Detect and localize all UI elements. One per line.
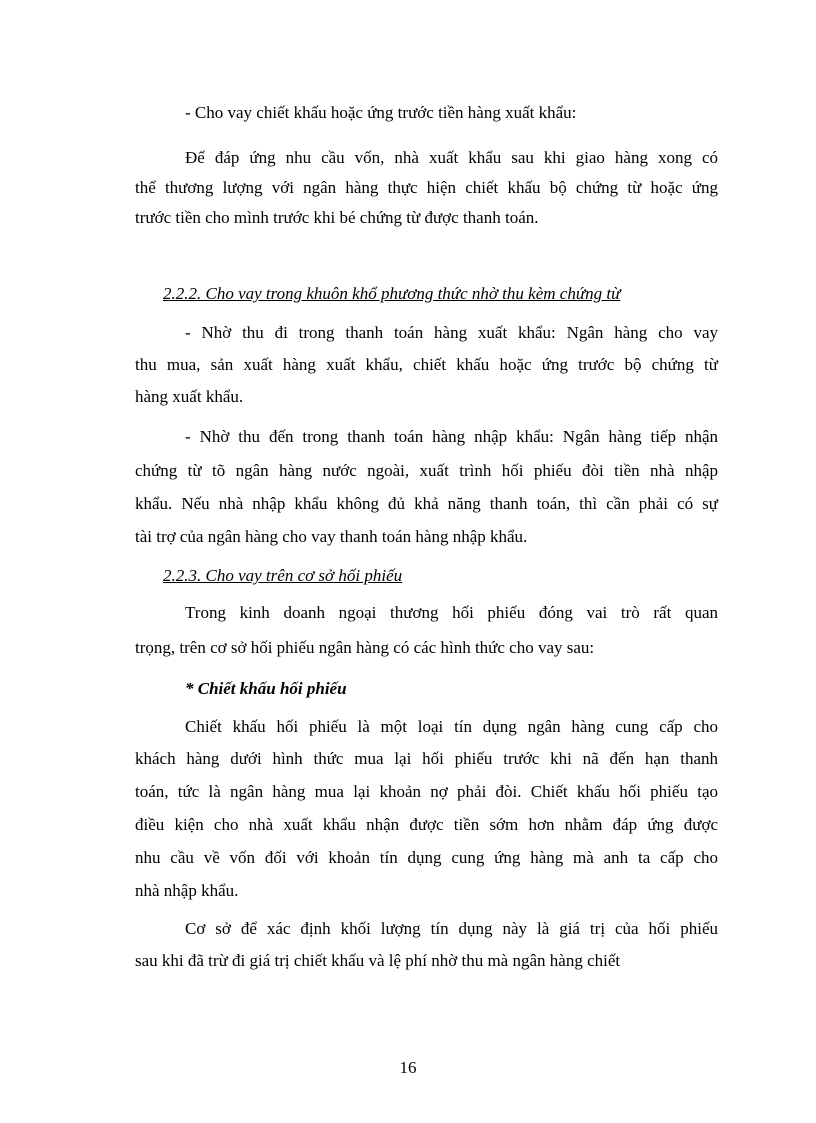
bullet-export-discount: - Cho vay chiết khấu hoặc ứng trước tiền hàng xuất khẩu: [185,103,577,122]
paragraph-line: hàng xuất khẩu. [135,387,244,406]
paragraph-line: nhà nhập khẩu. [135,881,239,900]
paragraph-line: thu mua, sản xuất hàng xuất khẩu, chiết khấu hoặc ứng trước bộ chứng từ [135,355,718,374]
paragraph-line: toán, tức là ngân hàng mua lại khoản nợ phải đòi. Chiết khấu hối phiếu tạo [135,782,718,801]
paragraph-line: - Nhờ thu đến trong thanh toán hàng nhập khẩu: Ngân hàng tiếp nhận [185,427,718,446]
paragraph-line: - Nhờ thu đi trong thanh toán hàng xuất khẩu: Ngân hàng cho vay [185,323,718,342]
paragraph-line: Cơ sở để xác định khối lượng tín dụng này là giá trị của hối phiếu [185,919,718,938]
paragraph-line: điều kiện cho nhà xuất khẩu nhận được tiền sớm hơn nhằm đáp ứng được [135,815,718,834]
paragraph-line: khách hàng dưới hình thức mua lại hối phiếu trước khi nã đến hạn thanh [135,749,718,768]
paragraph-line: Để đáp ứng nhu cầu vốn, nhà xuất khẩu sau khi giao hàng xong có [185,148,718,167]
section-heading-2-2-3: 2.2.3. Cho vay trên cơ sở hối phiếu [163,566,403,585]
paragraph-line: trước tiền cho mình trước khi bé chứng từ được thanh toán. [135,208,539,227]
section-heading-2-2-2: 2.2.2. Cho vay trong khuôn khổ phương thức nhờ thu kèm chứng từ [163,284,621,303]
paragraph-line: tài trợ của ngân hàng cho vay thanh toán hàng nhập khẩu. [135,527,528,546]
paragraph-line: chứng từ tõ ngân hàng nước ngoài, xuất trình hối phiếu đòi tiền nhà nhập [135,461,718,480]
paragraph-line: nhu cầu về vốn đối với khoản tín dụng cung ứng hàng mà anh ta cấp cho [135,848,718,867]
paragraph-line: thể thương lượng với ngân hàng thực hiện chiết khấu bộ chứng từ hoặc ứng [135,178,718,197]
page-number: 16 [399,1058,417,1077]
paragraph-line: khẩu. Nếu nhà nhập khẩu không đủ khả năng thanh toán, thì cần phải có sự [135,494,718,513]
paragraph-line: sau khi đã trừ đi giá trị chiết khấu và lệ phí nhờ thu mà ngân hàng chiết [135,951,621,970]
subheading-bill-discount: * Chiết khấu hối phiếu [185,679,347,698]
paragraph-line: Chiết khấu hối phiếu là một loại tín dụng ngân hàng cung cấp cho [185,717,718,736]
paragraph-line: trọng, trên cơ sở hối phiếu ngân hàng có các hình thức cho vay sau: [135,638,595,657]
paragraph-line: Trong kinh doanh ngoại thương hối phiếu đóng vai trò rất quan [185,603,718,622]
